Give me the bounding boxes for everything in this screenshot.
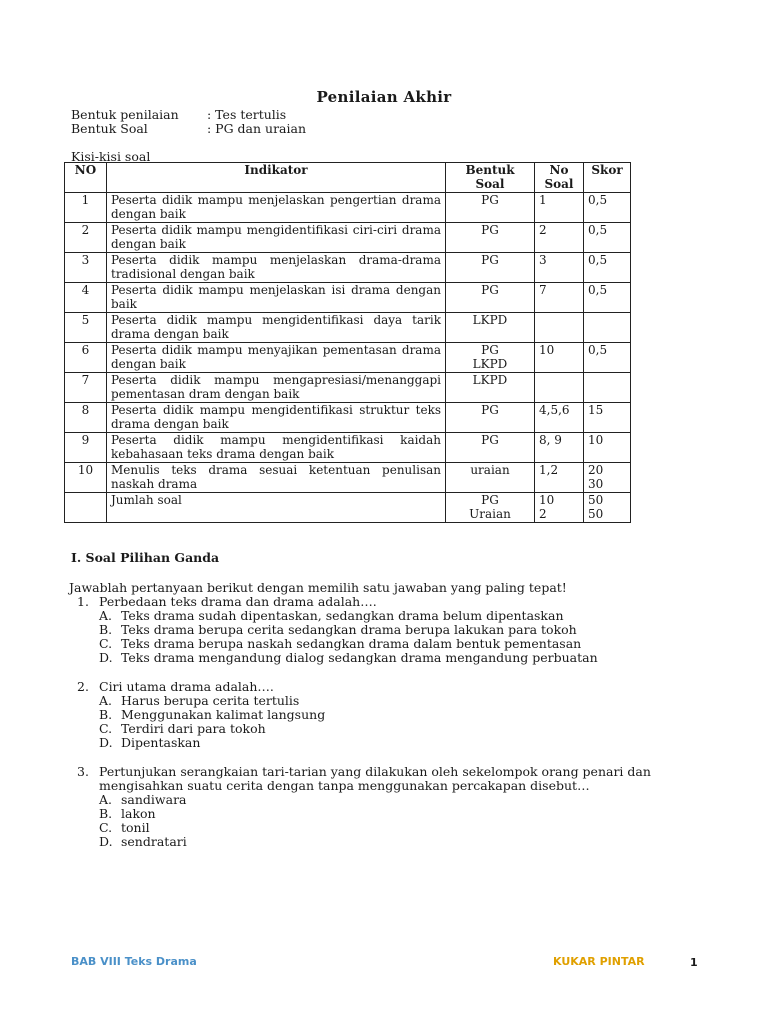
meta-key: Bentuk Soal — [71, 121, 148, 136]
page-title: Penilaian Akhir — [316, 88, 452, 106]
cell-skor: 0,5 — [584, 343, 631, 373]
cell-skor: 0,5 — [584, 253, 631, 283]
table-row — [65, 373, 631, 403]
cell-bentuk-soal: PG — [446, 433, 535, 463]
cell-no: 5 — [65, 313, 107, 343]
table-header-row — [65, 163, 631, 193]
question-stem: Pertunjukan serangkaian tari-tarian yang dilakukan oleh sekelompok orang penari dan mengisahkan suatu cerita dengan tanpa menggunakan percakapan disebut… — [99, 764, 651, 793]
cell-bentuk-soal: PG — [446, 283, 535, 313]
meta-key: Bentuk penilaian — [71, 107, 179, 122]
option-letter: A. — [99, 608, 113, 623]
option-text: Dipentaskan — [121, 735, 201, 750]
cell-no: 3 — [65, 253, 107, 283]
cell-indikator: Jumlah soal — [107, 493, 446, 523]
cell-indikator: Peserta didik mampu menjelaskan drama-drama tradisional dengan baik — [107, 253, 446, 283]
option-letter: A. — [99, 792, 113, 807]
answer-option[interactable] — [99, 708, 325, 722]
cell-no: 2 — [65, 223, 107, 253]
cell-skor — [584, 313, 631, 343]
answer-option[interactable] — [99, 637, 581, 651]
cell-no-soal — [535, 313, 584, 343]
instruction: Jawablah pertanyaan berikut dengan memilih satu jawaban yang paling tepat! — [69, 580, 567, 595]
table-row — [65, 253, 631, 283]
answer-option[interactable] — [99, 623, 577, 637]
cell-bentuk-soal: PG LKPD — [446, 343, 535, 373]
table-row — [65, 403, 631, 433]
option-letter: A. — [99, 693, 113, 708]
table-row — [65, 493, 631, 523]
answer-option[interactable] — [99, 736, 200, 750]
header-no-soal: No Soal — [535, 163, 584, 193]
table-body — [65, 193, 631, 523]
table-row — [65, 313, 631, 343]
cell-no: 8 — [65, 403, 107, 433]
cell-skor: 10 — [584, 433, 631, 463]
option-text: sendratari — [121, 834, 187, 849]
cell-no-soal: 4,5,6 — [535, 403, 584, 433]
cell-no: 6 — [65, 343, 107, 373]
question-number: 1. — [77, 594, 89, 609]
answer-option[interactable] — [99, 609, 564, 623]
table-row — [65, 343, 631, 373]
cell-no-soal: 7 — [535, 283, 584, 313]
answer-option[interactable] — [99, 793, 187, 807]
option-letter: D. — [99, 735, 113, 750]
option-text: Teks drama sudah dipentaskan, sedangkan drama belum dipentaskan — [121, 608, 564, 623]
cell-indikator: Peserta didik mampu mengapresiasi/menanggapi pementasan dram dengan baik — [107, 373, 446, 403]
cell-bentuk-soal: uraian — [446, 463, 535, 493]
cell-indikator: Peserta didik mampu menjelaskan isi drama dengan baik — [107, 283, 446, 313]
cell-skor — [584, 373, 631, 403]
answer-option[interactable] — [99, 821, 150, 835]
option-text: Harus berupa cerita tertulis — [121, 693, 300, 708]
table-row — [65, 463, 631, 493]
meta-value: : PG dan uraian — [207, 121, 307, 136]
option-letter: B. — [99, 622, 113, 637]
table-row — [65, 283, 631, 313]
cell-bentuk-soal: PG Uraian — [446, 493, 535, 523]
cell-no: 9 — [65, 433, 107, 463]
option-text: Teks drama berupa naskah sedangkan drama dalam bentuk pementasan — [121, 636, 582, 651]
header-bentuk-soal: Bentuk Soal — [446, 163, 535, 193]
option-text: Teks drama berupa cerita sedangkan drama berupa lakukan para tokoh — [121, 622, 577, 637]
option-letter: B. — [99, 806, 113, 821]
option-letter: D. — [99, 834, 113, 849]
table-row — [65, 223, 631, 253]
cell-indikator: Peserta didik mampu mengidentifikasi ciri-ciri drama dengan baik — [107, 223, 446, 253]
kisi-label: Kisi-kisi soal — [71, 149, 151, 164]
answer-option[interactable] — [99, 807, 156, 821]
option-letter: B. — [99, 707, 113, 722]
option-text: tonil — [121, 820, 150, 835]
section-heading: I. Soal Pilihan Ganda — [71, 550, 220, 565]
cell-skor: 15 — [584, 403, 631, 433]
cell-no: 7 — [65, 373, 107, 403]
cell-skor: 50 50 — [584, 493, 631, 523]
cell-bentuk-soal: PG — [446, 193, 535, 223]
answer-option[interactable] — [99, 722, 266, 736]
option-letter: C. — [99, 636, 113, 651]
option-text: lakon — [121, 806, 156, 821]
cell-no: 4 — [65, 283, 107, 313]
cell-indikator: Peserta didik mampu mengidentifikasi daya tarik drama dengan baik — [107, 313, 446, 343]
cell-no-soal: 3 — [535, 253, 584, 283]
meta-value: : Tes tertulis — [207, 107, 287, 122]
header-no: NO — [65, 163, 107, 193]
cell-no-soal: 10 2 — [535, 493, 584, 523]
cell-no-soal: 10 — [535, 343, 584, 373]
option-text: sandiwara — [121, 792, 187, 807]
cell-bentuk-soal: LKPD — [446, 373, 535, 403]
cell-bentuk-soal: PG — [446, 403, 535, 433]
meta-line-2 — [71, 122, 306, 136]
cell-skor: 0,5 — [584, 193, 631, 223]
meta-line-1 — [71, 108, 286, 122]
cell-no: 1 — [65, 193, 107, 223]
cell-indikator: Peserta didik mampu menjelaskan pengertian drama dengan baik — [107, 193, 446, 223]
footer-page-number: 1 — [690, 956, 698, 969]
table-row — [65, 433, 631, 463]
option-letter: D. — [99, 650, 113, 665]
cell-indikator: Menulis teks drama sesuai ketentuan penulisan naskah drama — [107, 463, 446, 493]
header-skor: Skor — [584, 163, 631, 193]
footer-chapter: BAB VIII Teks Drama — [71, 955, 197, 968]
option-letter: C. — [99, 820, 113, 835]
header-indikator: Indikator — [107, 163, 446, 193]
cell-indikator: Peserta didik mampu mengidentifikasi struktur teks drama dengan baik — [107, 403, 446, 433]
cell-no-soal: 1,2 — [535, 463, 584, 493]
cell-skor: 0,5 — [584, 223, 631, 253]
kisi-table — [64, 162, 631, 523]
cell-indikator: Peserta didik mampu menyajikan pementasan drama dengan baik — [107, 343, 446, 373]
question-number: 2. — [77, 679, 89, 694]
option-text: Teks drama mengandung dialog sedangkan drama mengandung perbuatan — [121, 650, 598, 665]
question-stem: Perbedaan teks drama dan drama adalah…. — [99, 594, 377, 609]
cell-no-soal: 8, 9 — [535, 433, 584, 463]
cell-bentuk-soal: PG — [446, 223, 535, 253]
cell-no — [65, 493, 107, 523]
option-text: Menggunakan kalimat langsung — [121, 707, 326, 722]
cell-no-soal: 1 — [535, 193, 584, 223]
option-text: Terdiri dari para tokoh — [121, 721, 266, 736]
cell-indikator: Peserta didik mampu mengidentifikasi kaidah kebahasaan teks drama dengan baik — [107, 433, 446, 463]
cell-no-soal — [535, 373, 584, 403]
question-stem: Ciri utama drama adalah…. — [99, 679, 274, 694]
cell-skor: 0,5 — [584, 283, 631, 313]
cell-bentuk-soal: PG — [446, 253, 535, 283]
answer-option[interactable] — [99, 694, 299, 708]
table-row — [65, 193, 631, 223]
cell-skor: 20 30 — [584, 463, 631, 493]
cell-bentuk-soal: LKPD — [446, 313, 535, 343]
option-letter: C. — [99, 721, 113, 736]
answer-option[interactable] — [99, 651, 598, 665]
cell-no: 10 — [65, 463, 107, 493]
footer-brand: KUKAR PINTAR — [553, 955, 645, 968]
question-number: 3. — [77, 764, 89, 779]
cell-no-soal: 2 — [535, 223, 584, 253]
answer-option[interactable] — [99, 835, 187, 849]
